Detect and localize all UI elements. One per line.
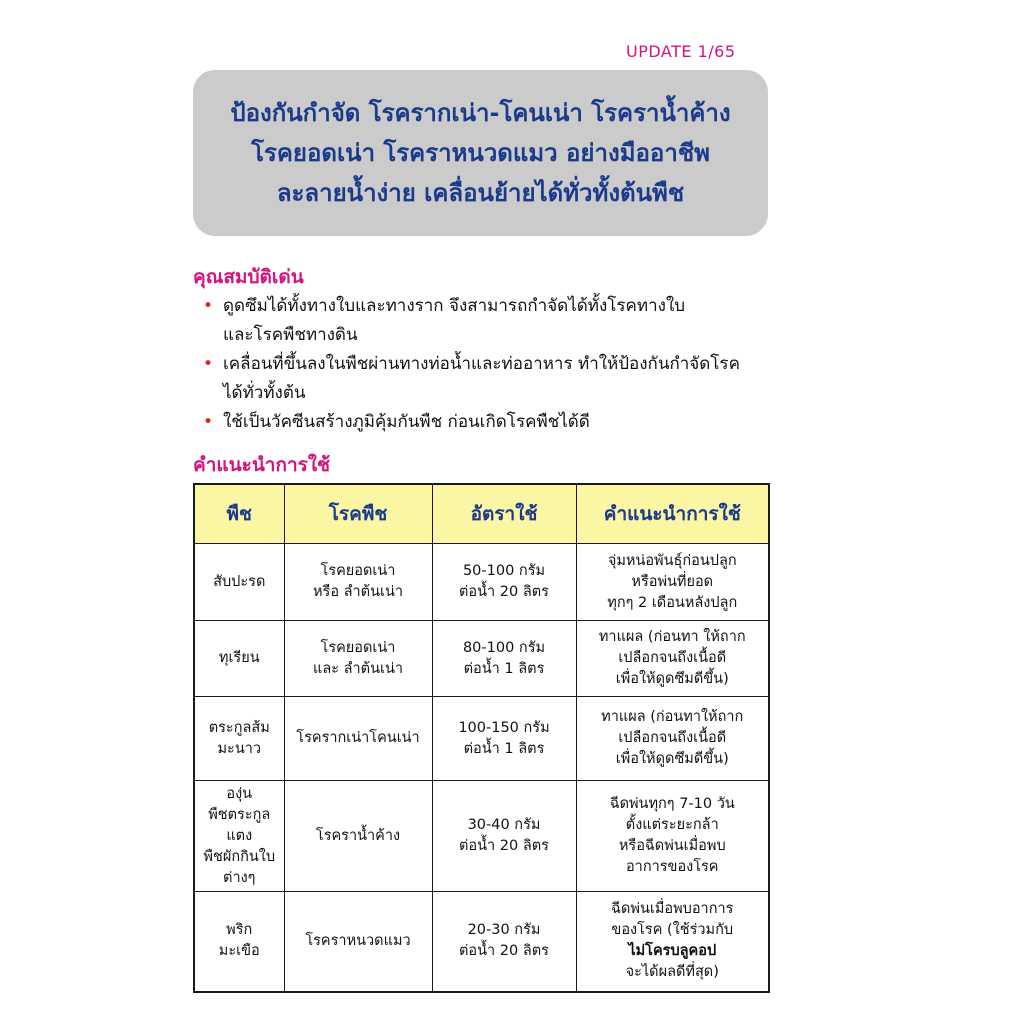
features-title: คุณสมบัติเด่น (193, 266, 304, 288)
header-disease: โรคพืช (284, 484, 432, 544)
features-list (203, 292, 763, 437)
cell-crop-line: พืชตระกูล (208, 806, 271, 823)
advice-text: ทุกๆ 2 เดือนหลังปลูก (607, 594, 738, 611)
feature-item (203, 350, 763, 408)
headline-line: ละลายน้ำง่าย เคลื่อนย้ายได้ทั่วทั้งต้นพืช (276, 179, 685, 207)
cell-rate-line: ต่อน้ำ 1 ลิตร (463, 660, 545, 677)
advice-text: หรือฉีดพ่นเมื่อพบ (618, 838, 726, 854)
cell-crop-line: พืชผักกินใบ (203, 848, 276, 865)
cell-crop-line: แตง (226, 827, 253, 844)
advice-text: ตั้งแต่ระยะกล้า (625, 817, 719, 833)
cell-crop-line: มะเขือ (218, 943, 260, 960)
table-row (194, 544, 769, 621)
cell-disease-line: โรคราหนวดแมว (305, 932, 411, 949)
cell-rate (432, 892, 576, 992)
update-label: UPDATE 1/65 (626, 42, 736, 61)
cell-advice-line (581, 920, 765, 941)
advice-text: ของโรค (ใช้ร่วมกับ (611, 922, 734, 939)
cell-disease-line: หรือ ลำต้นเน่า (312, 584, 404, 600)
cell-advice (576, 781, 769, 892)
cell-advice-line (581, 728, 765, 749)
bullet-icon: • (203, 296, 214, 316)
advice-text: ฉีดพ่นทุกๆ 7-10 วัน (609, 796, 735, 812)
cell-crop-line: มะนาว (217, 740, 262, 757)
cell-crop-line: สับปะรด (213, 573, 266, 590)
cell-advice (576, 697, 769, 781)
cell-disease-line: โรคยอดเน่า (320, 563, 396, 579)
feature-text: เคลื่อนที่ขึ้นลงในพืชผ่านทางท่อน้ำและท่ออาหาร ทำให้ป้องกันกำจัดโรค (223, 354, 740, 374)
cell-advice-line (581, 593, 765, 614)
cell-rate (432, 544, 576, 621)
cell-rate-line: ต่อน้ำ 20 ลิตร (459, 943, 549, 960)
cell-crop (194, 697, 284, 781)
headline-banner (193, 70, 768, 236)
cell-disease-line: โรคยอดเน่า (320, 639, 396, 656)
cell-rate-line: 20-30 กรัม (467, 922, 541, 939)
feature-text: ได้ทั่วทั้งต้น (223, 383, 306, 403)
header-advice: คำแนะนำการใช้ (576, 484, 769, 544)
cell-disease-line: และ ลำต้นเน่า (313, 660, 403, 677)
cell-disease (284, 781, 432, 892)
cell-advice-line (581, 962, 765, 983)
table-row (194, 781, 769, 892)
cell-advice-line (581, 572, 765, 593)
cell-advice-line (581, 836, 765, 857)
cell-rate-line: 80-100 กรัม (462, 639, 546, 656)
headline-line: โรคยอดเน่า โรคราหนวดแมว อย่างมืออาชีพ (251, 139, 710, 167)
cell-crop-line: พริก (226, 922, 253, 939)
cell-crop (194, 892, 284, 992)
usage-title: คำแนะนำการใช้ (193, 454, 331, 476)
advice-text: จะได้ผลดีที่สุด) (625, 964, 719, 981)
cell-disease (284, 697, 432, 781)
cell-advice-line (581, 899, 765, 920)
cell-advice-line (581, 707, 765, 728)
usage-table (193, 483, 770, 993)
advice-text: ทาแผล (ก่อนทา ให้ถาก (598, 629, 746, 645)
cell-advice (576, 621, 769, 697)
advice-product-name: ไม่โครบลูคอป (628, 943, 717, 960)
cell-advice-line (581, 941, 765, 962)
cell-advice (576, 544, 769, 621)
feature-item (203, 408, 763, 437)
advice-text: หรือพ่นที่ยอด (631, 573, 714, 590)
cell-rate (432, 781, 576, 892)
feature-text: ดูดซึมได้ทั้งทางใบและทางราก จึงสามารถกำจัดได้ทั้งโรคทางใบ (223, 296, 686, 316)
feature-text: ใช้เป็นวัคซีนสร้างภูมิคุ้มกันพืช ก่อนเกิดโรคพืชได้ดี (223, 412, 590, 432)
advice-text: เพื่อให้ดูดซึมดีขึ้น) (615, 671, 729, 687)
cell-advice-line (581, 815, 765, 836)
advice-text: เปลือกจนถึงเนื้อดี (618, 730, 727, 746)
cell-disease (284, 544, 432, 621)
advice-text: อาการของโรค (625, 859, 719, 875)
table-header-row (194, 484, 769, 544)
cell-disease (284, 621, 432, 697)
cell-advice-line (581, 669, 765, 690)
cell-advice-line (581, 857, 765, 878)
cell-rate-line: 30-40 กรัม (467, 817, 541, 833)
table-row (194, 621, 769, 697)
cell-disease-line: โรครากเน่าโคนเน่า (296, 730, 420, 746)
advice-text: ฉีดพ่นเมื่อพบอาการ (611, 901, 734, 918)
cell-rate-line: ต่อน้ำ 1 ลิตร (463, 740, 545, 757)
advice-text: เพื่อให้ดูดซึมดีขึ้น) (615, 751, 729, 767)
table-row (194, 892, 769, 992)
headline-line: ป้องกันกำจัด โรครากเน่า-โคนเน่า โรคราน้ำค้าง (230, 99, 731, 127)
cell-rate-line: 100-150 กรัม (458, 719, 550, 736)
cell-advice-line (581, 551, 765, 572)
cell-advice (576, 892, 769, 992)
cell-advice-line (581, 794, 765, 815)
header-rate: อัตราใช้ (432, 484, 576, 544)
feature-text: และโรคพืชทางดิน (223, 325, 358, 345)
advice-text: เปลือกจนถึงเนื้อดี (618, 650, 727, 666)
cell-crop-line: ตระกูลส้ม (208, 719, 270, 736)
cell-advice-line (581, 648, 765, 669)
header-crop: พืช (194, 484, 284, 544)
cell-advice-line (581, 749, 765, 770)
cell-rate (432, 697, 576, 781)
advice-text: ทาแผล (ก่อนทาให้ถาก (601, 709, 744, 725)
bullet-icon: • (203, 354, 214, 374)
advice-text: จุ่มหน่อพันธุ์ก่อนปลูก (607, 552, 737, 569)
bullet-icon: • (203, 412, 214, 432)
cell-crop-line: ทุเรียน (218, 650, 260, 666)
cell-rate-line: ต่อน้ำ 20 ลิตร (459, 838, 549, 854)
cell-crop (194, 781, 284, 892)
cell-advice-line (581, 627, 765, 648)
table-row (194, 697, 769, 781)
cell-crop (194, 544, 284, 621)
cell-disease-line: โรคราน้ำค้าง (315, 827, 401, 844)
cell-crop-line: ต่างๆ (223, 869, 256, 886)
cell-rate (432, 621, 576, 697)
cell-crop (194, 621, 284, 697)
cell-rate-line: 50-100 กรัม (462, 563, 546, 579)
cell-rate-line: ต่อน้ำ 20 ลิตร (459, 584, 549, 600)
cell-crop-line: องุ่น (226, 785, 253, 802)
cell-disease (284, 892, 432, 992)
feature-item (203, 292, 763, 350)
